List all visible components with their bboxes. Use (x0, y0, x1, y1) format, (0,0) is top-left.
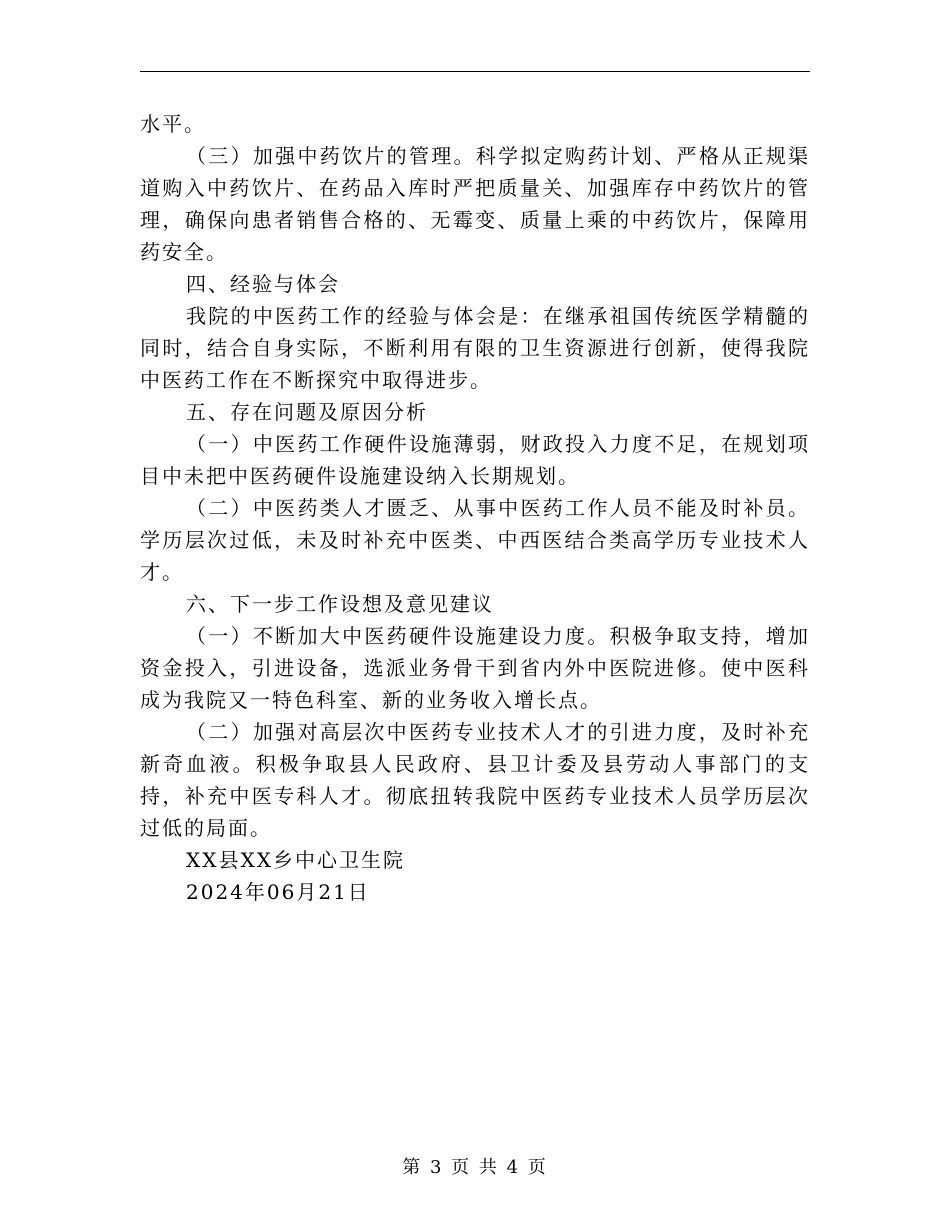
page-number: 第 3 页 共 4 页 (402, 1157, 548, 1178)
paragraph: （一）不断加大中医药硬件设施建设力度。积极争取支持，增加资金投入，引进设备，选派业务骨干到省内外中医院进修。使中医科成为我院又一特色科室、新的业务收入增长点。 (140, 624, 810, 712)
paragraph: 我院的中医药工作的经验与体会是：在继承祖国传统医学精髓的同时，结合自身实际，不断利用有限的卫生资源进行创新，使得我院中医药工作在不断探究中取得进步。 (140, 304, 810, 392)
paragraph: （二）中医药类人才匮乏、从事中医药工作人员不能及时补员。学历层次过低，未及时补充中医类、中西医结合类高学历专业技术人才。 (140, 496, 810, 584)
signature-date: 2024年06月21日 (186, 880, 370, 904)
section-heading: 六、下一步工作设想及意见建议 (186, 592, 494, 616)
signature-organization: XX县XX乡中心卫生院 (186, 848, 405, 872)
paragraph: （一）中医药工作硬件设施薄弱，财政投入力度不足，在规划项目中未把中医药硬件设施建设纳入长期规划。 (140, 432, 810, 488)
section-heading: 五、存在问题及原因分析 (186, 400, 428, 424)
paragraph: 水平。 (140, 112, 206, 136)
document-body (140, 108, 810, 908)
section-heading: 四、经验与体会 (186, 272, 340, 296)
paragraph: （二）加强对高层次中医药专业技术人才的引进力度，及时补充新奇血液。积极争取县人民政府、县卫计委及县劳动人事部门的支持，补充中医专科人才。彻底扭转我院中医药专业技术人员学历层次过低的局面。 (140, 720, 810, 840)
paragraph: （三）加强中药饮片的管理。科学拟定购药计划、严格从正规渠道购入中药饮片、在药品入库时严把质量关、加强库存中药饮片的管理，确保向患者销售合格的、无霉变、质量上乘的中药饮片，保障用药安全。 (140, 144, 810, 264)
header-rule (140, 71, 810, 72)
